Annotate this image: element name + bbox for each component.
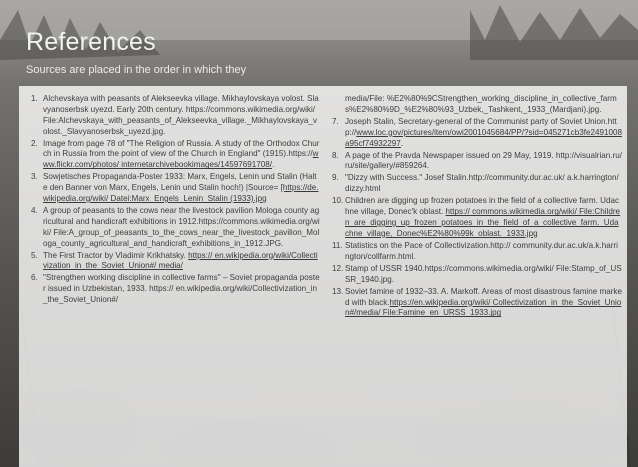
reference-text: Stamp of USSR 1940.https://commons.wikimedia.org/wiki/ File:Stamp_of_USSR_1940.jpg. bbox=[345, 263, 622, 284]
reference-text: Joseph Stalin, Secretary-general of the Communist party of Soviet Union.http:// bbox=[345, 116, 617, 137]
reference-item bbox=[332, 151, 622, 173]
reference-text: Alchevskaya with peasants of Alekseevka village. Mikhaylovskaya volost. Slavyanoserbsk uyezd. Early 20th century. https://commons.wikimedia.org/wiki/ File:Alchevskaya_with_peasants_of_Alekseevka_village._Mikhaylovskaya_volost._Slavyanoserbsk_uyezd.jpg. bbox=[43, 94, 319, 136]
reference-item bbox=[31, 273, 320, 306]
reference-item bbox=[31, 206, 320, 249]
reference-link[interactable]: www.flickr.com/photos/ internetarchivebookimages/14597691708/ bbox=[43, 149, 319, 170]
reference-number: 3. bbox=[31, 172, 38, 182]
reference-link[interactable]: [https://de.wikipedia.org/wiki/ Datei:Marx_Engels_Lenin_Stalin (1933).jpg bbox=[43, 183, 319, 203]
reference-text: Statistics on the Pace of Collectivization.http:// community.dur.ac.uk/a.k.harrington/collfarm.html. bbox=[345, 240, 618, 261]
reference-number: 1. bbox=[31, 94, 38, 103]
reference-number: 12. bbox=[332, 263, 344, 273]
reference-item bbox=[31, 251, 320, 273]
reference-text: "Dizzy with Success." Josef Stalin.http://community.dur.ac.uk/ a.k.harrington/dizzy.html bbox=[345, 173, 619, 194]
reference-text: Soviet famine of 1932–33. A. Markoff. Areas of most disastrous famine marked with black. bbox=[345, 286, 622, 307]
reference-item bbox=[332, 264, 622, 286]
reference-text: Children are digging up frozen potatoes in the field of a collective farm. Udachne village, Donec'k oblast. bbox=[345, 196, 619, 217]
reference-item bbox=[332, 94, 622, 116]
references-list-left bbox=[31, 94, 320, 307]
reference-text: "Strengthen working discipline in collective farms" – Soviet propaganda poster issued in Uzbekistan, 1933. https:// en.wikipedia.org/wiki/Collectivization_in_the_Soviet_Union#/ bbox=[43, 273, 320, 305]
reference-item bbox=[332, 287, 622, 320]
reference-text: . bbox=[272, 160, 275, 170]
reference-number: 7. bbox=[332, 116, 339, 126]
reference-text: The First Tractor by Vladimir Krikhatsky. bbox=[43, 250, 189, 260]
reference-number: 6. bbox=[31, 273, 38, 283]
reference-text: A group of peasants to the cows near the livestock pavilion Mologa county agricultural and handicraft exhibitions in 1912.https://commons.wikimedia.org/wiki/ File:A_group_of_peasants_to_the_cows_near_the_livestock_pavilion_Mologa_county_agricultural_and_handicraft_exhibitions_in_1912.JPG. bbox=[43, 206, 320, 248]
reference-number: 2. bbox=[31, 138, 38, 148]
reference-link[interactable]: https:// commons.wikimedia.org/wiki/ File:Children_are_digging_up_frozen_potatoes_in_the_field_of_a_collective_farm._Udachne_village,_Donec%E2%80%99k_oblast._1933.jpg bbox=[345, 207, 621, 238]
slide-subtitle: Sources are placed in the order in which they bbox=[26, 64, 247, 76]
reference-number: 10. bbox=[332, 196, 344, 206]
reference-number: 13. bbox=[332, 286, 344, 296]
reference-item bbox=[31, 94, 320, 137]
reference-number: 5. bbox=[31, 250, 38, 260]
reference-number: 11. bbox=[332, 240, 343, 250]
reference-number: 4. bbox=[31, 206, 38, 215]
reference-text: . bbox=[400, 138, 404, 148]
reference-item bbox=[31, 172, 320, 205]
slide-title: References bbox=[26, 28, 156, 56]
reference-number: 8. bbox=[332, 150, 339, 160]
reference-text: Sowjetisches Propaganda-Poster 1933: Marx, Engels, Lenin und Stalin (Halte den Banner von Marx, Engels, Lenin und Stalin hoch!) |Source= bbox=[43, 172, 317, 193]
reference-link[interactable]: https://en.wikipedia.org/wiki/ Collectivization_in_the_Soviet_Union#/media/ File:Famine_en_URSS_1933.jpg bbox=[345, 297, 622, 318]
reference-link[interactable]: https:// en.wikipedia.org/wiki/Collectivization_in_the_Soviet_Union#/ media/ bbox=[43, 250, 318, 271]
reference-item bbox=[332, 241, 622, 263]
reference-item bbox=[332, 196, 622, 239]
reference-item bbox=[31, 139, 320, 172]
references-panel bbox=[19, 86, 627, 467]
reference-number: 9. bbox=[332, 173, 339, 183]
references-list-right bbox=[332, 94, 622, 320]
reference-text: Image from page 78 of "The Religion of Russia. A study of the Orthodox Church in Russia from the point of view of the Church in England" (1915).https:// bbox=[43, 138, 320, 159]
reference-item bbox=[332, 117, 622, 150]
reference-text: A page of the Pravda Newspaper issued on 29 May, 1919. http://visualrian.ru/ru/site/gallery/#859264. bbox=[345, 150, 623, 171]
reference-link[interactable]: www.loc.gov/pictures/item/owi2001045684/PP/?sid=045271cb3fe2491008a95cf74932297 bbox=[345, 127, 622, 148]
reference-item bbox=[332, 173, 622, 195]
reference-text: media/File: %E2%80%9CStrengthen_working_discipline_in_collective_farms%E2%80%9D_%E2%80%93_Uzbek,_Tashkent,_1933_(Mardjani).jpg. bbox=[345, 94, 617, 114]
